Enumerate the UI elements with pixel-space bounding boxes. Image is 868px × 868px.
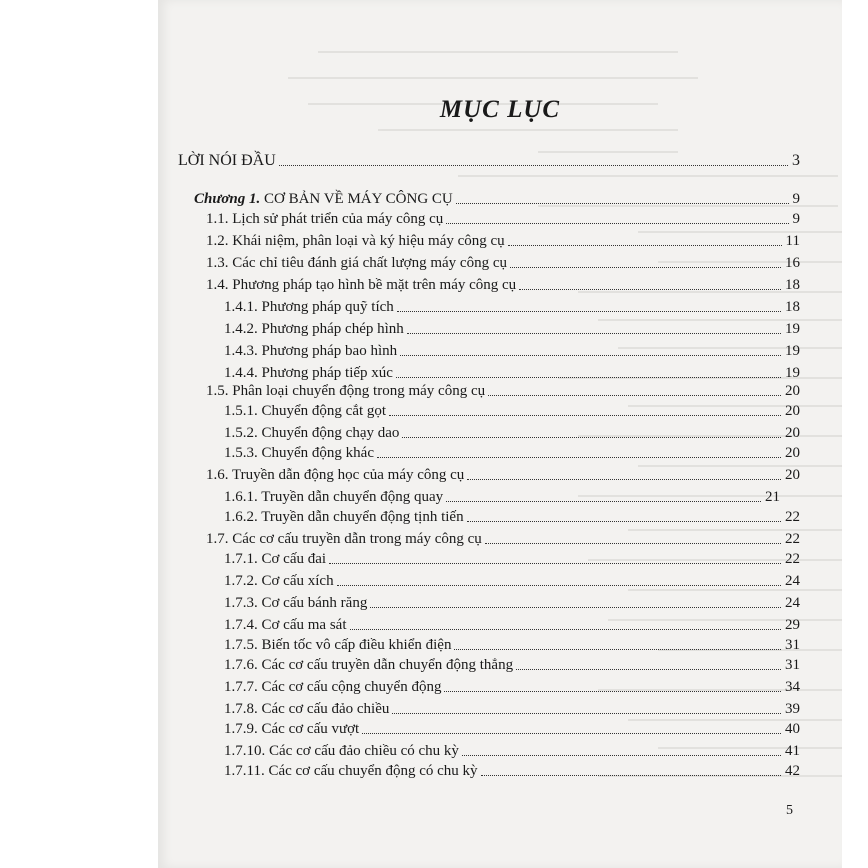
toc-entry-row: [224, 700, 800, 718]
toc-entry-page: 19: [785, 321, 800, 337]
toc-entry-label: 1.5.1. Chuyển động cắt gọt: [224, 403, 387, 419]
dot-leader: [329, 563, 781, 564]
toc-entry-label: 1.7.10. Các cơ cấu đảo chiều có chu kỳ: [224, 743, 459, 759]
toc-entry-label: 1.7.2. Cơ cấu xích: [224, 573, 334, 589]
toc-entry-label: 1.7.3. Cơ cấu bánh răng: [224, 595, 368, 611]
toc-entry-page: 42: [785, 763, 800, 779]
toc-entry-label: 1.5.2. Chuyển động chạy dao: [224, 425, 400, 441]
toc-entry-label: 1.5. Phân loại chuyển động trong máy công cụ: [206, 383, 486, 399]
toc-entry-row: [224, 550, 800, 568]
preface-label: LỜI NÓI ĐẦU: [178, 152, 276, 169]
book-page: [158, 0, 842, 868]
toc-entry-label: 1.5.3. Chuyển động khác: [224, 445, 374, 461]
toc-entry-row: [224, 678, 800, 696]
toc-entry-label: 1.7.11. Các cơ cấu chuyển động có chu kỳ: [224, 763, 478, 779]
toc-title: MỤC LỤC: [439, 96, 561, 123]
dot-leader: [446, 223, 788, 224]
toc-entry-row: [224, 742, 800, 760]
toc-entry-row: [206, 210, 800, 228]
dot-leader: [407, 333, 781, 334]
toc-entry-label: 1.4.2. Phương pháp chép hình: [224, 321, 404, 337]
toc-entry-label: 1.6. Truyền dẫn động học của máy công cụ: [206, 467, 465, 483]
toc-entry-label: 1.1. Lịch sử phát triển của máy công cụ: [206, 211, 444, 227]
toc-entry-label: 1.4.1. Phương pháp quỹ tích: [224, 299, 394, 315]
chapter-prefix: Chương 1.: [194, 191, 261, 207]
toc-entry-row: [206, 530, 800, 548]
dot-leader: [519, 289, 781, 290]
toc-entry-label: 1.7.5. Biến tốc vô cấp điều khiển điện: [224, 637, 452, 653]
dot-leader: [362, 733, 781, 734]
toc-entry-page: 20: [785, 383, 800, 399]
toc-entry-page: 29: [785, 617, 800, 633]
toc-entry-row: [224, 364, 800, 382]
dot-leader: [402, 437, 781, 438]
dot-leader: [400, 355, 781, 356]
toc-entry-label: 1.2. Khái niệm, phân loại và ký hiệu máy công cụ: [206, 233, 505, 249]
toc-entry-label: 1.7.1. Cơ cấu đai: [224, 551, 327, 567]
toc-entry-label: 1.7.6. Các cơ cấu truyền dẫn chuyển động thẳng: [224, 657, 514, 673]
toc-entry-page: 20: [785, 445, 800, 461]
dot-leader: [370, 607, 781, 608]
dot-leader: [377, 457, 781, 458]
toc-entry-page: 20: [785, 467, 800, 483]
dot-leader: [510, 267, 781, 268]
dot-leader: [397, 311, 781, 312]
toc-entry-row: [206, 254, 800, 272]
toc-chapter-row: [194, 190, 800, 208]
toc-entry-page: 19: [785, 365, 800, 381]
chapter-title: CƠ BẢN VỀ MÁY CÔNG CỤ: [260, 191, 453, 207]
dot-leader: [350, 629, 782, 630]
toc-entry-page: 19: [785, 343, 800, 359]
toc-entry-row: [206, 276, 800, 294]
dot-leader: [337, 585, 781, 586]
toc-entry-label: 1.7.4. Cơ cấu ma sát: [224, 617, 347, 633]
toc-entry-label: 1.4. Phương pháp tạo hình bề mặt trên máy công cụ: [206, 277, 517, 293]
toc-entry-page: 31: [785, 637, 800, 653]
toc-entry-label: 1.7. Các cơ cấu truyền dẫn trong máy công cụ: [206, 531, 482, 547]
toc-entry-label: 1.3. Các chỉ tiêu đánh giá chất lượng máy công cụ: [206, 255, 507, 271]
toc-entry-row: [224, 424, 800, 442]
dot-leader: [488, 395, 781, 396]
page-number: 5: [786, 803, 793, 818]
toc-entry-row: [224, 508, 800, 526]
toc-entry-row: [224, 488, 780, 506]
toc-entry-label: 1.7.8. Các cơ cấu đảo chiều: [224, 701, 390, 717]
toc-entry-page: 24: [785, 573, 800, 589]
toc-entry-row: [224, 320, 800, 338]
toc-entry-label: 1.6.2. Truyền dẫn chuyển động tịnh tiến: [224, 509, 464, 525]
dot-leader: [462, 755, 781, 756]
toc-entry-row: [224, 342, 800, 360]
toc-entry-page: 22: [785, 531, 800, 547]
toc-entry-row: [224, 402, 800, 420]
dot-leader: [508, 245, 782, 246]
toc-entry-row: [224, 720, 800, 738]
toc-entry-label: 1.4.3. Phương pháp bao hình: [224, 343, 398, 359]
dot-leader: [446, 501, 761, 502]
dot-leader: [456, 203, 789, 204]
toc-entry-page: 9: [792, 211, 800, 227]
dot-leader: [454, 649, 781, 650]
toc-entry-row: [224, 298, 800, 316]
toc-entry-label: 1.4.4. Phương pháp tiếp xúc: [224, 365, 393, 381]
toc-entry-page: 21: [765, 489, 780, 505]
dot-leader: [392, 713, 781, 714]
dot-leader: [396, 377, 781, 378]
toc-entry-row: [224, 594, 800, 612]
toc-entry-row: [224, 636, 800, 654]
toc-entry-page: 22: [785, 551, 800, 567]
toc-preface-row: [178, 152, 800, 170]
toc-entry-page: 34: [785, 679, 800, 695]
toc-entry-row: [206, 466, 800, 484]
toc-entry-row: [224, 616, 800, 634]
dot-leader: [516, 669, 781, 670]
toc-entry-page: 20: [785, 425, 800, 441]
dot-leader: [481, 775, 781, 776]
dot-leader: [444, 691, 781, 692]
toc-entry-label: 1.7.7. Các cơ cấu cộng chuyển động: [224, 679, 442, 695]
dot-leader: [389, 415, 781, 416]
toc-entry-label: 1.6.1. Truyền dẫn chuyển động quay: [224, 489, 444, 505]
toc-entry-page: 40: [785, 721, 800, 737]
toc-entry-page: 16: [785, 255, 800, 271]
chapter-label: [194, 190, 456, 208]
dot-leader: [485, 543, 781, 544]
toc-entry-page: 18: [785, 277, 800, 293]
dot-leader: [279, 165, 788, 166]
dot-leader: [467, 521, 781, 522]
toc-entry-row: [206, 232, 800, 250]
toc-entry-page: 20: [785, 403, 800, 419]
toc-entry-page: 11: [785, 233, 800, 249]
toc-entry-row: [224, 656, 800, 674]
toc-entry-row: [224, 762, 800, 780]
dot-leader: [467, 479, 781, 480]
toc-entry-page: 24: [785, 595, 800, 611]
toc-entry-row: [206, 382, 800, 400]
toc-entry-page: 39: [785, 701, 800, 717]
chapter-page: 9: [792, 191, 800, 207]
preface-page: 3: [792, 152, 800, 169]
toc-entry-row: [224, 444, 800, 462]
toc-entry-page: 31: [785, 657, 800, 673]
toc-entry-label: 1.7.9. Các cơ cấu vượt: [224, 721, 360, 737]
toc-entry-row: [224, 572, 800, 590]
toc-entry-page: 41: [785, 743, 800, 759]
toc-entry-page: 18: [785, 299, 800, 315]
toc-entry-page: 22: [785, 509, 800, 525]
